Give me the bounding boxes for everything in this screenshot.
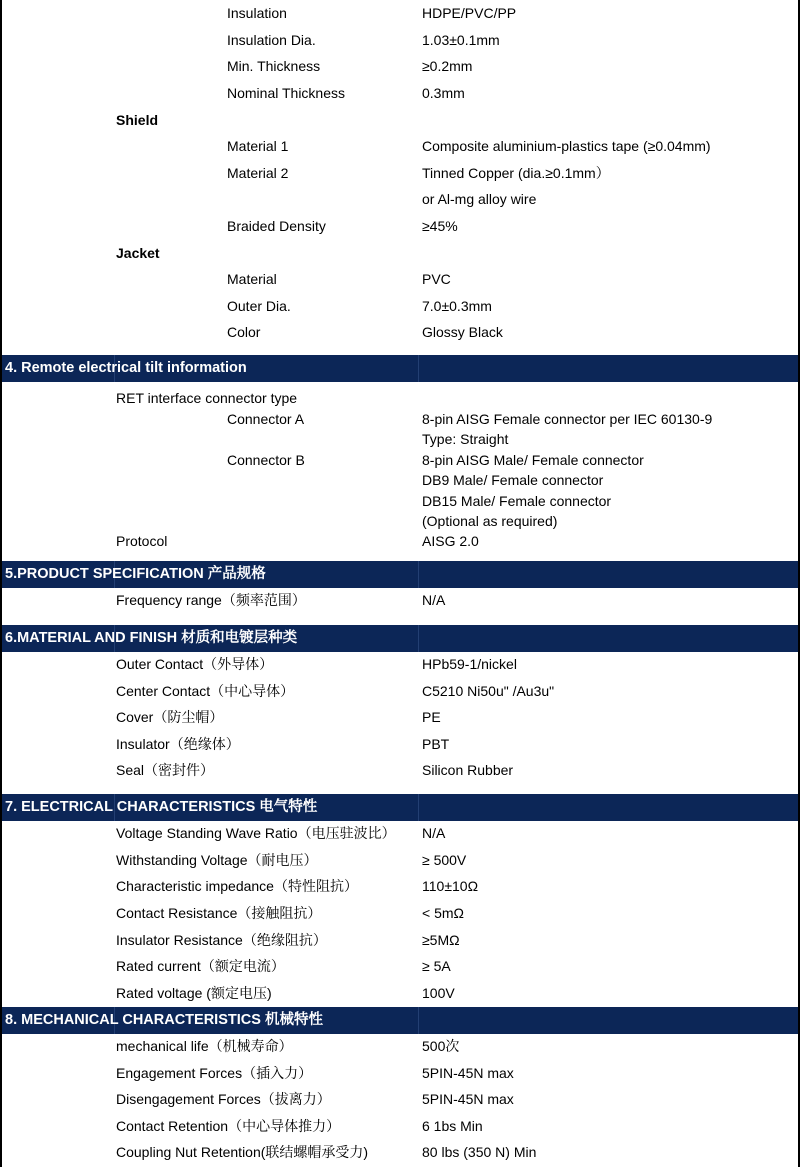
spec-row — [2, 470, 798, 491]
spec-value: Glossy Black — [422, 324, 503, 340]
spec-value: 5PIN-45N max — [422, 1065, 514, 1081]
spec-row — [2, 266, 798, 293]
section-header-mechanical — [2, 1007, 798, 1034]
spec-row — [2, 873, 798, 900]
spec-value: 5PIN-45N max — [422, 1091, 514, 1107]
grid-divider — [418, 355, 419, 382]
spec-value: Silicon Rubber — [422, 762, 514, 778]
section-header-electrical — [2, 794, 798, 821]
spec-value: N/A — [422, 825, 446, 841]
spec-value: PVC — [422, 271, 451, 287]
section-header-product-spec — [2, 561, 798, 588]
spec-value: < 5mΩ — [422, 905, 464, 921]
spec-label: Material 1 — [227, 138, 289, 154]
spec-label: Rated voltage (额定电压) — [116, 985, 272, 1001]
spec-row — [2, 27, 798, 54]
spec-row — [2, 704, 798, 731]
grid-divider — [418, 794, 419, 821]
spec-row — [2, 1086, 798, 1113]
spec-label: RET interface connector type — [116, 390, 298, 406]
spec-row — [2, 1113, 798, 1140]
spec-value: ≥ 500V — [422, 852, 467, 868]
spec-row — [2, 293, 798, 320]
spec-value: 1.03±0.1mm — [422, 32, 500, 48]
spec-value: 0.3mm — [422, 85, 465, 101]
shield-heading: Shield — [116, 112, 159, 128]
spec-value: AISG 2.0 — [422, 533, 479, 549]
section-title: 5.PRODUCT SPECIFICATION 产品规格 — [5, 566, 266, 582]
spec-row — [2, 847, 798, 874]
spec-value: DB15 Male/ Female connector — [422, 493, 612, 509]
spec-label: Cover（防尘帽） — [116, 709, 224, 725]
spec-row — [2, 80, 798, 107]
spec-value: ≥0.2mm — [422, 58, 473, 74]
spec-row — [2, 511, 798, 532]
shield-heading-row — [2, 107, 798, 134]
grid-divider — [418, 625, 419, 652]
spec-label: Disengagement Forces（拔离力） — [116, 1091, 331, 1107]
section-header-ret — [2, 355, 798, 382]
spec-value: (Optional as required) — [422, 513, 558, 529]
spec-value: 7.0±0.3mm — [422, 298, 492, 314]
grid-divider — [418, 561, 419, 588]
spec-value: PE — [422, 709, 441, 725]
spec-label: Voltage Standing Wave Ratio（电压驻波比） — [116, 825, 396, 841]
spec-label: Contact Retention（中心导体推力） — [116, 1118, 341, 1134]
spec-value: ≥45% — [422, 218, 458, 234]
spec-label: Coupling Nut Retention(联结螺帽承受力) — [116, 1144, 369, 1160]
spec-label: Outer Contact（外导体） — [116, 656, 274, 672]
spec-label: Frequency range（频率范围） — [116, 592, 306, 608]
spec-row — [2, 678, 798, 705]
spec-label: Contact Resistance（接触阻抗） — [116, 905, 322, 921]
spec-value: 100V — [422, 985, 455, 1001]
jacket-heading-row — [2, 240, 798, 267]
spec-row — [2, 319, 798, 346]
section-title: 6.MATERIAL AND FINISH 材质和电镀层种类 — [5, 630, 298, 646]
spec-row — [2, 53, 798, 80]
section-title: 7. ELECTRICAL CHARACTERISTICS 电气特性 — [5, 799, 318, 815]
spec-row — [2, 388, 798, 409]
spec-row — [2, 186, 798, 213]
spec-label: Protocol — [116, 533, 168, 549]
spec-label: Insulator（绝缘体） — [116, 736, 240, 752]
spec-row — [2, 980, 798, 1007]
spec-label: Connector A — [227, 411, 305, 427]
spec-label: Withstanding Voltage（耐电压） — [116, 852, 318, 868]
spec-value: HPb59-1/nickel — [422, 656, 517, 672]
spec-value: C5210 Ni50u" /Au3u" — [422, 683, 555, 699]
spec-row — [2, 900, 798, 927]
spec-label: Color — [227, 324, 261, 340]
spec-value: Tinned Copper (dia.≥0.1mm） — [422, 165, 610, 181]
spec-row — [2, 927, 798, 954]
spec-row — [2, 491, 798, 512]
spec-value: PBT — [422, 736, 450, 752]
section-title: 8. MECHANICAL CHARACTERISTICS 机械特性 — [5, 1012, 323, 1028]
spec-row — [2, 429, 798, 450]
spec-label: mechanical life（机械寿命） — [116, 1038, 293, 1054]
spec-value: 500次 — [422, 1038, 460, 1054]
jacket-heading: Jacket — [116, 245, 160, 261]
spec-row — [2, 1033, 798, 1060]
spec-label: Min. Thickness — [227, 58, 321, 74]
spec-label: Insulator Resistance（绝缘阻抗） — [116, 932, 327, 948]
spec-label: Insulation Dia. — [227, 32, 316, 48]
section-title: 4. Remote electrical tilt information — [5, 360, 247, 376]
spec-row — [2, 0, 798, 27]
spec-label: Insulation — [227, 5, 287, 21]
spec-value: N/A — [422, 592, 446, 608]
spec-label: Seal（密封件） — [116, 762, 215, 778]
spec-value: Type: Straight — [422, 431, 509, 447]
spec-label: Braided Density — [227, 218, 326, 234]
spec-label: Center Contact（中心导体） — [116, 683, 295, 699]
spec-value: 6 1bs Min — [422, 1118, 483, 1134]
spec-value: 8-pin AISG Male/ Female connector — [422, 452, 644, 468]
spec-label: Nominal Thickness — [227, 85, 346, 101]
spec-value: ≥ 5A — [422, 958, 451, 974]
spec-row — [2, 160, 798, 187]
spec-row — [2, 953, 798, 980]
spec-row — [2, 1139, 798, 1166]
spec-value: 8-pin AISG Female connector per IEC 60130-9 — [422, 411, 713, 427]
spec-row — [2, 531, 798, 552]
spec-label: Outer Dia. — [227, 298, 291, 314]
spec-row — [2, 409, 798, 430]
spec-label: Characteristic impedance（特性阻抗） — [116, 878, 358, 894]
spec-label: Rated current（额定电流） — [116, 958, 285, 974]
spec-row — [2, 1060, 798, 1087]
spec-row — [2, 757, 798, 784]
spec-label: Engagement Forces（插入力） — [116, 1065, 313, 1081]
spec-label: Material — [227, 271, 277, 287]
grid-divider — [418, 1007, 419, 1034]
spec-value: or Al-mg alloy wire — [422, 191, 537, 207]
spec-value: HDPE/PVC/PP — [422, 5, 517, 21]
spec-row — [2, 450, 798, 471]
spec-row — [2, 587, 798, 614]
spec-label: Connector B — [227, 452, 305, 468]
spec-value: ≥5MΩ — [422, 932, 460, 948]
section-header-material — [2, 625, 798, 652]
spec-row — [2, 820, 798, 847]
spec-row — [2, 213, 798, 240]
spec-row — [2, 133, 798, 160]
spec-label: Material 2 — [227, 165, 289, 181]
spec-value: 110±10Ω — [422, 878, 479, 894]
spec-value: DB9 Male/ Female connector — [422, 472, 604, 488]
spec-value: 80 lbs (350 N) Min — [422, 1144, 537, 1160]
spec-value: Composite aluminium-plastics tape (≥0.04mm) — [422, 138, 711, 154]
spec-row — [2, 651, 798, 678]
spec-row — [2, 731, 798, 758]
